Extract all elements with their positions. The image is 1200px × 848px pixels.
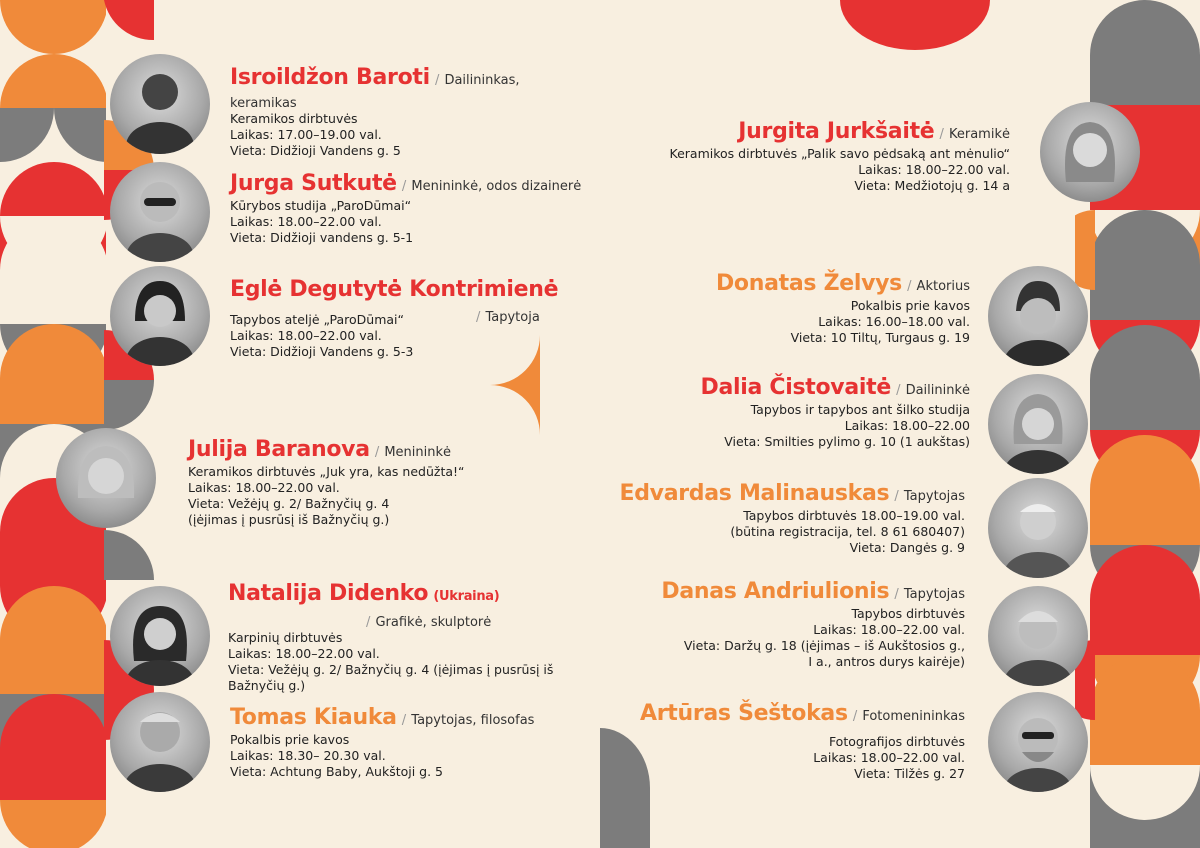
country: (Ukraina) bbox=[433, 589, 500, 604]
entry-julija: Julija Baranova / Menininkė Keramikos dirbtuvės „Juk yra, kas nedūžta!“ Laikas: 18.00–22.00 val. Vieta: Vežėjų g. 2/ Bažnyčių g. 4 (įėjimas į pusrūsį iš Bažnyčių g.) bbox=[188, 436, 528, 528]
entry-isroildzon: Isroildžon Baroti / Dailininkas, keramikas Keramikos dirbtuvės Laikas: 17.00–19.00 val. Vieta: Didžioji Vandens g. 5 bbox=[230, 64, 590, 159]
avatar-jurgita bbox=[1040, 102, 1140, 202]
entry-donatas: Donatas Želvys / Aktorius Pokalbis prie kavos Laikas: 16.00–18.00 val. Vieta: 10 Tiltų, Turgaus g. 19 bbox=[640, 270, 970, 346]
info-line: Laikas: 18.30– 20.30 val. bbox=[230, 748, 386, 763]
role: Fotomenininkas bbox=[862, 709, 965, 724]
role: Dailininkė bbox=[905, 383, 970, 398]
left-pattern-band bbox=[0, 0, 108, 848]
avatar-edvardas bbox=[988, 478, 1088, 578]
info-line: Pokalbis prie kavos bbox=[230, 732, 350, 747]
left-pattern bbox=[0, 0, 108, 848]
info-line: Laikas: 18.00–22.00 bbox=[844, 418, 970, 433]
info-line: Pokalbis prie kavos bbox=[850, 298, 970, 313]
name: Jurga Sutkutė bbox=[230, 171, 397, 196]
name: Artūras Šeštokas bbox=[639, 701, 848, 726]
avatar-isroildzon bbox=[110, 54, 210, 154]
role: Tapytojas bbox=[903, 489, 965, 504]
entry-jurgita: Jurgita Jurkšaitė / Keramikė Keramikos dirbtuvės „Palik savo pėdsaką ant mėnulio“ Laikas: 18.00–22.00 val. Vieta: Medžiotojų g. 14 a bbox=[620, 118, 1010, 194]
info-line: Vieta: Achtung Baby, Aukštoji g. 5 bbox=[230, 764, 444, 779]
info-line: Vieta: 10 Tiltų, Turgaus g. 19 bbox=[790, 330, 970, 345]
info-line: Kūrybos studija „ParoDūmai“ bbox=[230, 198, 412, 213]
name: Julija Baranova bbox=[188, 437, 370, 462]
info-line: Laikas: 17.00–19.00 val. bbox=[230, 127, 382, 142]
info-line: Tapybos ateljė „ParoDūmai“ bbox=[230, 312, 404, 327]
avatar-julija bbox=[56, 428, 156, 528]
info-line: Vieta: Vežėjų g. 2/ Bažnyčių g. 4 bbox=[188, 496, 390, 511]
role: Menininkė, odos dizainerė bbox=[411, 179, 582, 194]
role: Tapytoja bbox=[485, 310, 540, 325]
info-line: Bažnyčių g.) bbox=[228, 678, 306, 693]
info-line: Laikas: 18.00–22.00 val. bbox=[188, 480, 340, 495]
info-line: Laikas: 18.00–22.00 val. bbox=[813, 622, 965, 637]
info-line: Laikas: 18.00–22.00 val. bbox=[228, 646, 380, 661]
entry-arturas: Artūras Šeštokas / Fotomenininkas Fotografijos dirbtuvės Laikas: 18.00–22.00 val. Vieta: Tilžės g. 27 bbox=[630, 700, 965, 782]
info-line: Vieta: Didžioji vandens g. 5-1 bbox=[230, 230, 414, 245]
role: Keramikė bbox=[949, 127, 1010, 142]
info-line: Tapybos dirbtuvės 18.00–19.00 val. bbox=[743, 508, 965, 523]
entry-tomas: Tomas Kiauka / Tapytojas, filosofas Pokalbis prie kavos Laikas: 18.30– 20.30 val. Vieta: Achtung Baby, Aukštoji g. 5 bbox=[230, 704, 590, 780]
name: Isroildžon Baroti bbox=[230, 65, 430, 90]
info-line: Vieta: Dangės g. 9 bbox=[849, 540, 965, 555]
avatar-tomas bbox=[110, 692, 210, 792]
avatar-jurga bbox=[110, 162, 210, 262]
avatar-donatas bbox=[988, 266, 1088, 366]
entry-egle: Eglė Degutytė Kontrimienė / Tapytoja Tapybos ateljė „ParoDūmai“ Laikas: 18.00–22.00 val. Vieta: Didžioji Vandens g. 5-3 bbox=[230, 276, 570, 360]
info-line: Laikas: 18.00–22.00 val. bbox=[858, 162, 1010, 177]
info-line: Fotografijos dirbtuvės bbox=[828, 734, 965, 749]
info-line: Laikas: 18.00–22.00 val. bbox=[230, 328, 382, 343]
name: Donatas Želvys bbox=[715, 271, 902, 296]
name: Eglė Degutytė Kontrimienė bbox=[230, 277, 559, 302]
entry-dalia: Dalia Čistovaitė / Dailininkė Tapybos ir tapybos ant šilko studija Laikas: 18.00–22.00 Vieta: Smilties pylimo g. 10 (1 aukštas) bbox=[640, 374, 970, 450]
info-line: I a., antros durys kairėje) bbox=[808, 654, 965, 669]
name: Jurgita Jurkšaitė bbox=[738, 119, 935, 144]
info-line: Keramikos dirbtuvės „Palik savo pėdsaką ant mėnulio“ bbox=[669, 146, 1010, 161]
info-line: Vieta: Didžioji Vandens g. 5-3 bbox=[230, 344, 414, 359]
entry-jurga: Jurga Sutkutė / Menininkė, odos dizainerė Kūrybos studija „ParoDūmai“ Laikas: 18.00–22.00 val. Vieta: Didžioji vandens g. 5-1 bbox=[230, 170, 590, 246]
info-line: Vieta: Didžioji Vandens g. 5 bbox=[230, 143, 401, 158]
info-line: Laikas: 18.00–22.00 val. bbox=[230, 214, 382, 229]
role: Grafikė, skulptorė bbox=[375, 615, 492, 630]
name: Natalija Didenko bbox=[228, 581, 429, 606]
role: Menininkė bbox=[384, 445, 452, 460]
info-line: Tapybos dirbtuvės bbox=[851, 606, 965, 621]
role: Tapytojas bbox=[903, 587, 965, 602]
info-line: (būtina registracija, tel. 8 61 680407) bbox=[730, 524, 965, 539]
info-line: Vieta: Smilties pylimo g. 10 (1 aukštas) bbox=[724, 434, 970, 449]
avatar-dalia bbox=[988, 374, 1088, 474]
top-red-curve bbox=[840, 0, 990, 50]
name: Edvardas Malinauskas bbox=[619, 481, 890, 506]
info-line: Vieta: Medžiotojų g. 14 a bbox=[854, 178, 1010, 193]
role: Aktorius bbox=[916, 279, 970, 294]
info-line: Vieta: Daržų g. 18 (įėjimas – iš Aukštosios g., bbox=[683, 638, 965, 653]
info-line: Keramikos dirbtuvės bbox=[230, 111, 358, 126]
info-line: Vieta: Tilžės g. 27 bbox=[854, 766, 965, 781]
avatar-danas bbox=[988, 586, 1088, 686]
avatar-natalija bbox=[110, 586, 210, 686]
info-line: Laikas: 16.00–18.00 val. bbox=[818, 314, 970, 329]
name: Danas Andriulionis bbox=[661, 579, 890, 604]
entry-danas: Danas Andriulionis / Tapytojas Tapybos dirbtuvės Laikas: 18.00–22.00 val. Vieta: Daržų g. 18 (įėjimas – iš Aukštosios g., I a., antros durys kairėje) bbox=[630, 578, 965, 670]
info-line: Keramikos dirbtuvės „Juk yra, kas nedūžta!“ bbox=[188, 464, 465, 479]
info-line: Laikas: 18.00–22.00 val. bbox=[813, 750, 965, 765]
role: Tapytojas, filosofas bbox=[411, 713, 535, 728]
name: Dalia Čistovaitė bbox=[700, 375, 891, 400]
name: Tomas Kiauka bbox=[230, 705, 397, 730]
info-line: Vieta: Vežėjų g. 2/ Bažnyčių g. 4 (įėjimas į pusrūsį iš bbox=[228, 662, 554, 677]
info-line: (įėjimas į pusrūsį iš Bažnyčių g.) bbox=[188, 512, 390, 527]
entry-edvardas: Edvardas Malinauskas / Tapytojas Tapybos dirbtuvės 18.00–19.00 val. (būtina registracija, tel. 8 61 680407) Vieta: Dangės g. 9 bbox=[600, 480, 965, 556]
role: Dailininkas, keramikas bbox=[230, 73, 520, 111]
info-line: Tapybos ir tapybos ant šilko studija bbox=[750, 402, 970, 417]
avatar-arturas bbox=[988, 692, 1088, 792]
avatar-egle bbox=[110, 266, 210, 366]
entry-natalija: Natalija Didenko (Ukraina) / Grafikė, skulptorė Karpinių dirbtuvės Laikas: 18.00–22.00 val. Vieta: Vežėjų g. 2/ Bažnyčių g. 4 (įėjimas į pusrūsį iš Bažnyčių g.) bbox=[228, 580, 588, 694]
info-line: Karpinių dirbtuvės bbox=[228, 630, 343, 645]
